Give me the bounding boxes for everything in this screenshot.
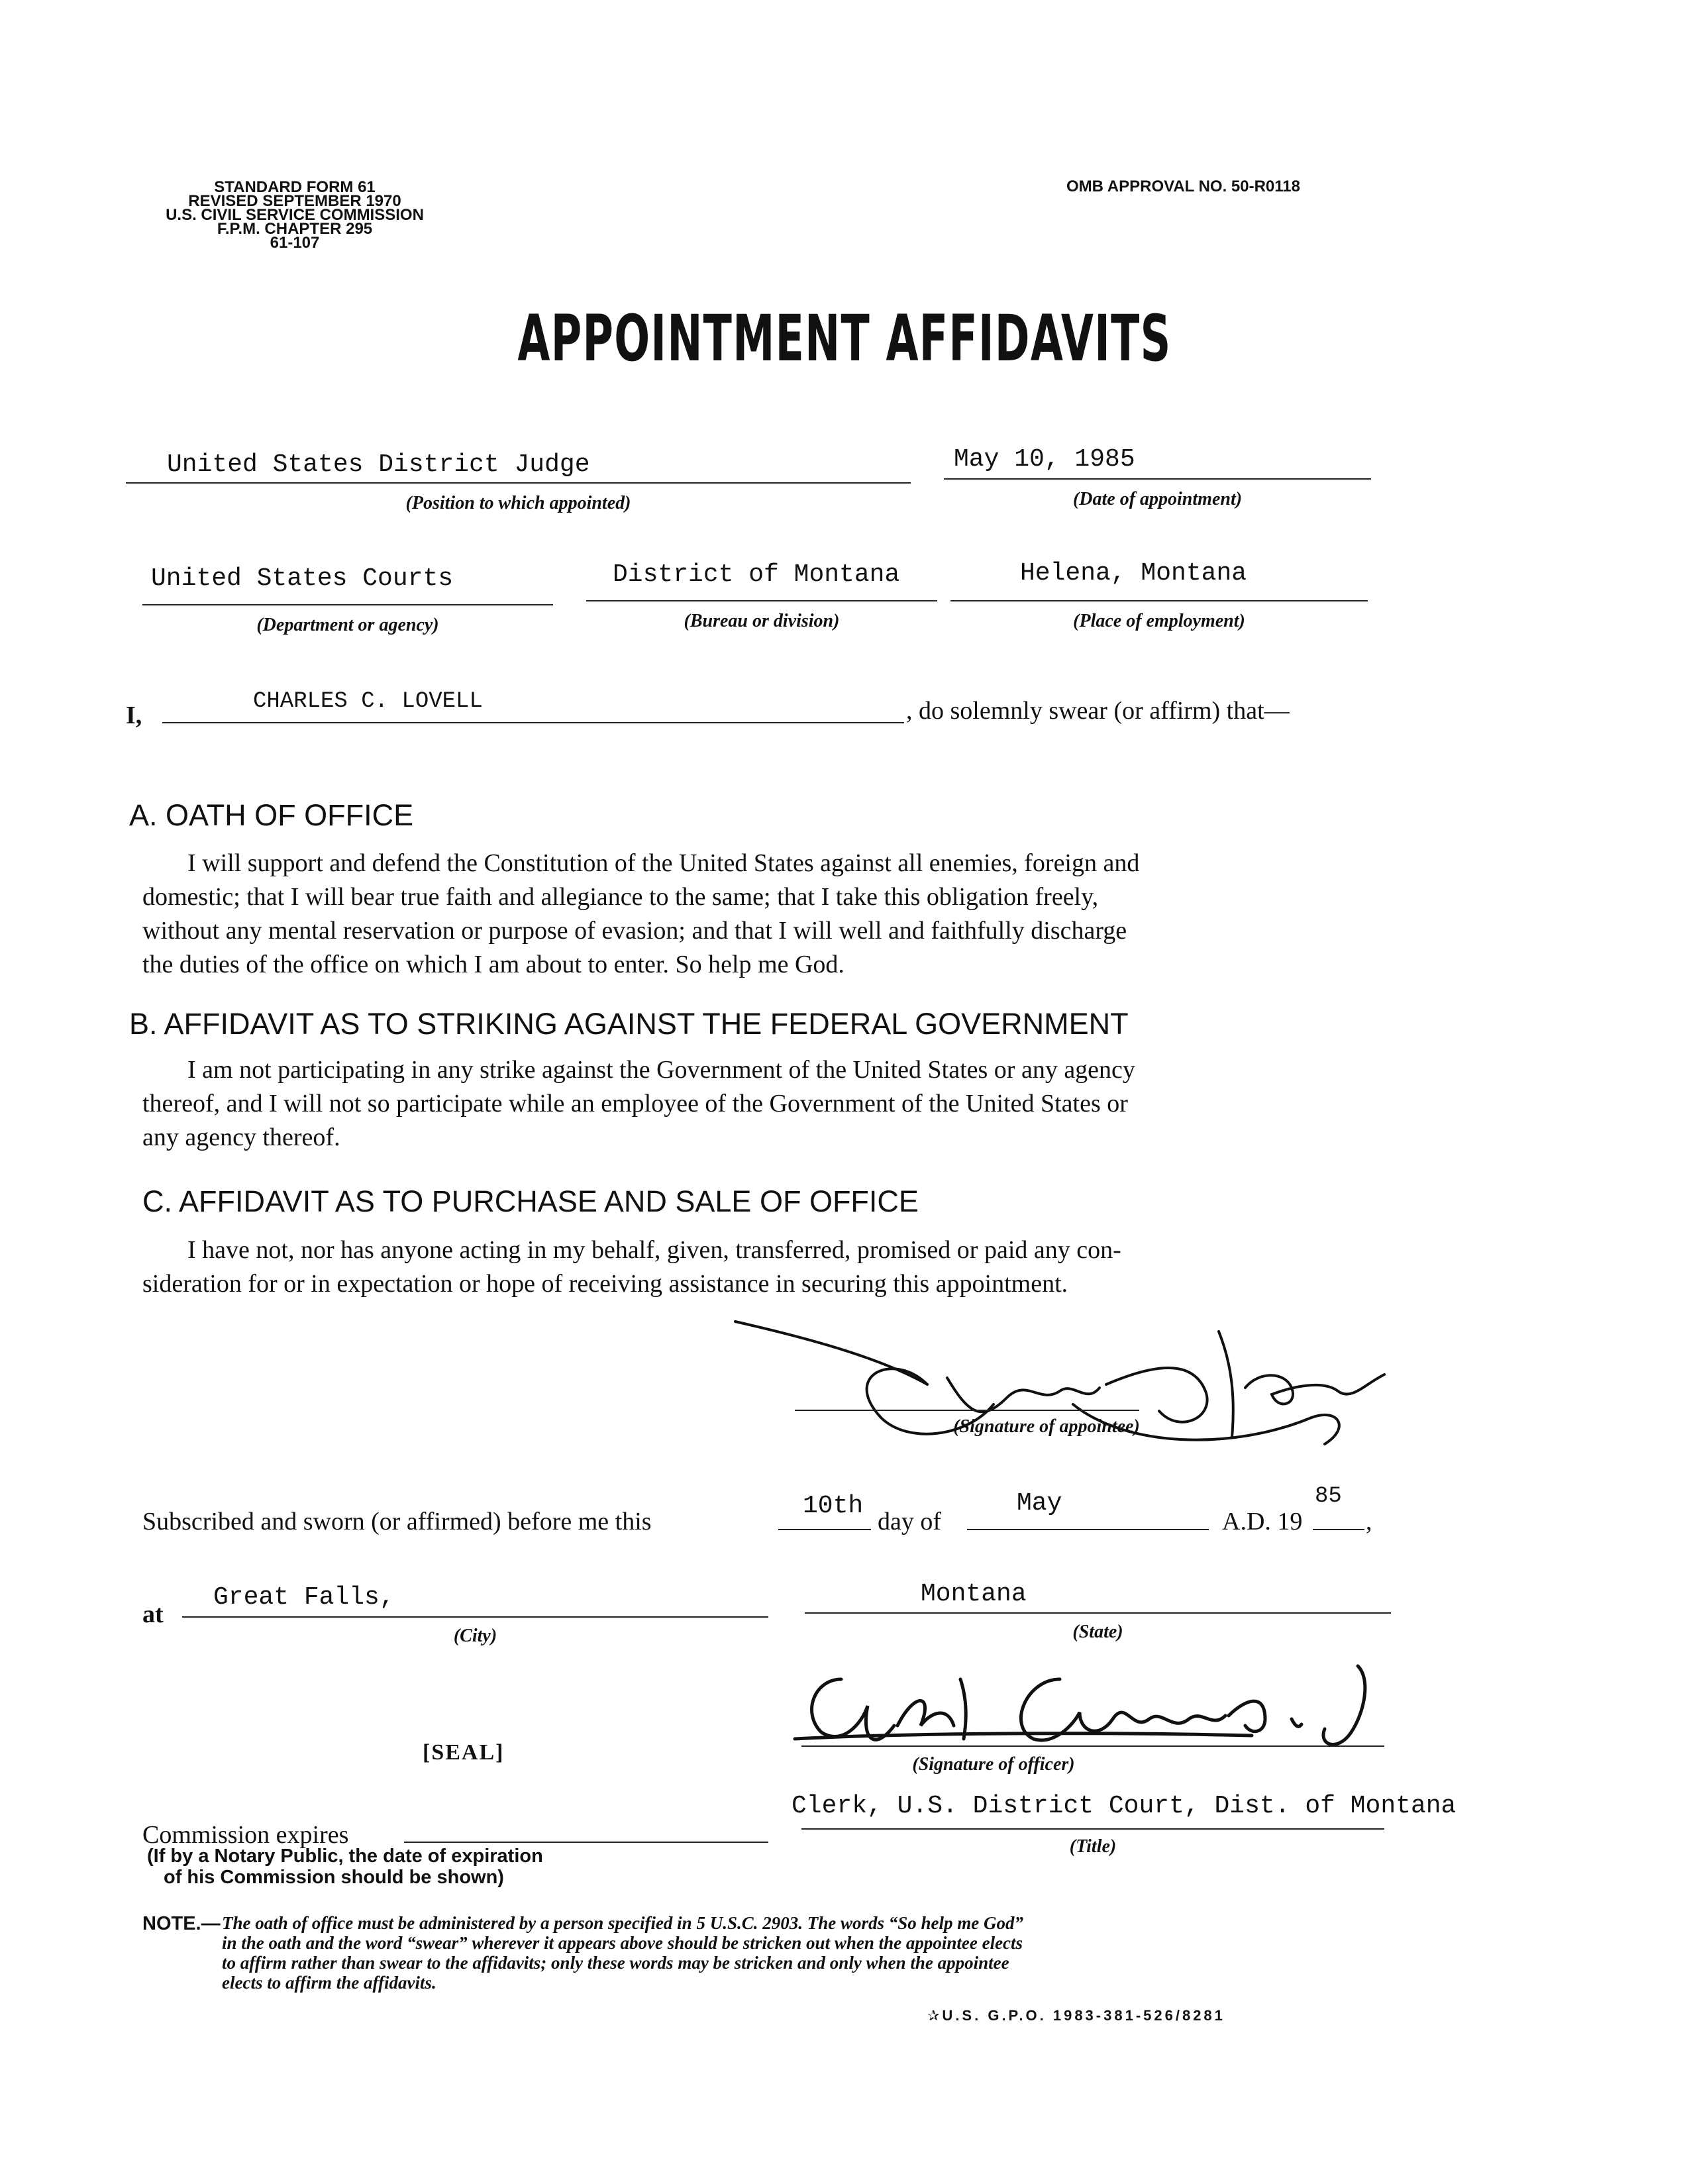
officer-title-label: (Title) <box>1069 1836 1117 1857</box>
state-line <box>805 1612 1391 1614</box>
form-line: 61-107 <box>270 234 320 252</box>
commission-note <box>147 1846 543 1888</box>
department-label: (Department or agency) <box>256 615 439 635</box>
seal-mark: [SEAL] <box>423 1740 505 1765</box>
oath-prefix: I, <box>126 702 142 729</box>
commission-note-line: (If by a Notary Public, the date of expiration <box>147 1846 543 1867</box>
city-value: Great Falls, <box>213 1583 395 1612</box>
sworn-end: , <box>1366 1508 1372 1535</box>
bureau-label: (Bureau or division) <box>684 611 840 631</box>
appointee-signature-label: (Signature of appointee) <box>953 1416 1140 1437</box>
section-c-line: sideration for or in expectation or hope of receiving assistance in securing this appointment. <box>142 1270 1068 1298</box>
officer-title-line <box>801 1828 1384 1830</box>
appointment-date-line <box>944 478 1371 480</box>
department-value: United States Courts <box>151 564 454 593</box>
section-b-heading: B. AFFIDAVIT AS TO STRIKING AGAINST THE FEDERAL GOVERNMENT <box>129 1007 1129 1041</box>
oath-suffix: , do solemnly swear (or affirm) that— <box>906 697 1290 725</box>
bureau-value: District of Montana <box>613 560 900 589</box>
officer-signature-line <box>801 1745 1384 1747</box>
form-line: U.S. CIVIL SERVICE COMMISSION <box>166 206 424 224</box>
sworn-year: 85 <box>1315 1484 1342 1509</box>
note-lead: NOTE.— <box>142 1913 221 1934</box>
section-a-line: the duties of the office on which I am about to enter. So help me God. <box>142 951 844 978</box>
sworn-day-line <box>778 1529 871 1530</box>
section-a-line: without any mental reservation or purpose of evasion; and that I will well and faithfully discharge <box>142 917 1127 945</box>
officer-title-value: Clerk, U.S. District Court, Dist. of Montana <box>792 1792 1457 1820</box>
section-c-body <box>142 1233 1121 1301</box>
section-a-line: I will support and defend the Constitution of the United States against all enemies, foreign and <box>187 849 1140 877</box>
form-line: F.P.M. CHAPTER 295 <box>217 220 373 238</box>
note-line: The oath of office must be administered by a person specified in 5 U.S.C. 2903. The words “So help me God” <box>222 1913 1023 1933</box>
note-body <box>222 1913 1023 1993</box>
section-b-line: I am not participating in any strike against the Government of the United States or any agency <box>187 1056 1135 1084</box>
section-a-line: domestic; that I will bear true faith and allegiance to the same; that I take this obligation freely, <box>142 883 1099 911</box>
place-value: Helena, Montana <box>1020 559 1247 588</box>
page-title: APPOINTMENT AFFIDAVITS <box>517 301 1172 376</box>
sworn-day: 10th <box>803 1492 864 1520</box>
section-b-line: thereof, and I will not so participate while an employee of the Government of the United States or <box>142 1090 1128 1118</box>
form-line: STANDARD FORM 61 <box>214 178 376 196</box>
department-line <box>142 604 553 605</box>
officer-signature-label: (Signature of officer) <box>912 1754 1075 1775</box>
section-c-heading: C. AFFIDAVIT AS TO PURCHASE AND SALE OF OFFICE <box>142 1184 919 1218</box>
omb-approval: OMB APPROVAL NO. 50-R0118 <box>1066 178 1300 195</box>
officer-signature <box>788 1653 1398 1759</box>
position-value: United States District Judge <box>167 450 590 479</box>
note-line: to affirm rather than swear to the affidavits; only these words may be stricken and only when the appointee <box>222 1953 1009 1973</box>
sworn-year-line <box>1313 1529 1364 1530</box>
state-label: (State) <box>1072 1622 1123 1642</box>
state-value: Montana <box>921 1580 1027 1608</box>
commission-label: Commission expires <box>142 1821 349 1849</box>
place-line <box>950 600 1368 601</box>
position-label: (Position to which appointed) <box>405 493 631 513</box>
appointee-name: CHARLES C. LOVELL <box>253 689 483 714</box>
appointee-signature <box>729 1312 1404 1477</box>
place-label: (Place of employment) <box>1073 611 1245 631</box>
section-b-line: any agency thereof. <box>142 1123 340 1151</box>
position-line <box>126 482 911 484</box>
sworn-month-line <box>967 1529 1209 1530</box>
at-label: at <box>142 1600 164 1628</box>
section-a-heading: A. OATH OF OFFICE <box>129 798 414 832</box>
section-a-body <box>142 847 1139 982</box>
commission-line <box>404 1842 768 1843</box>
city-label: (City) <box>453 1626 497 1646</box>
sworn-ad: A.D. 19 <box>1222 1508 1303 1535</box>
sworn-day-of: day of <box>878 1508 942 1535</box>
form-line: REVISED SEPTEMBER 1970 <box>188 192 401 210</box>
commission-note-line: of his Commission should be shown) <box>164 1867 504 1888</box>
bureau-line <box>586 600 937 601</box>
note-line: elects to affirm the affidavits. <box>222 1973 436 1993</box>
appointment-date-value: May 10, 1985 <box>954 445 1135 474</box>
section-b-body <box>142 1053 1135 1155</box>
form-identifier <box>123 180 467 250</box>
city-line <box>182 1616 768 1618</box>
appointee-name-line <box>162 722 904 723</box>
note-line: in the oath and the word “swear” wherever it appears above should be stricken out when the appointee elects <box>222 1933 1023 1953</box>
sworn-prefix: Subscribed and sworn (or affirmed) before me this <box>142 1508 652 1535</box>
gpo-imprint: ✰U.S. G.P.O. 1983-381-526/8281 <box>927 2007 1225 2024</box>
section-c-line: I have not, nor has anyone acting in my behalf, given, transferred, promised or paid any con- <box>187 1236 1121 1264</box>
sworn-month: May <box>1017 1489 1062 1518</box>
appointment-date-label: (Date of appointment) <box>1072 489 1243 509</box>
appointee-signature-line <box>795 1410 1139 1411</box>
